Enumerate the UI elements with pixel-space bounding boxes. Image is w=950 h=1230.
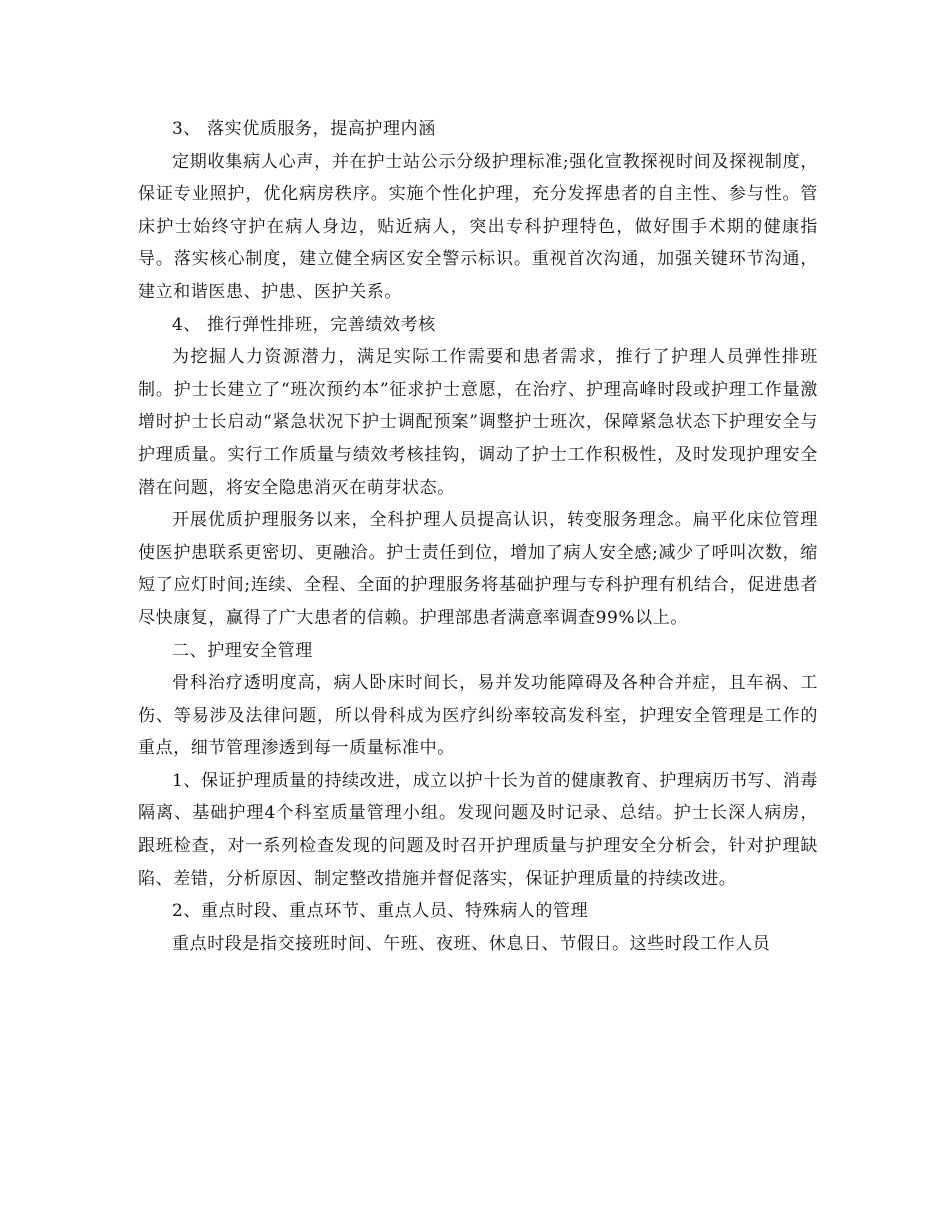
section-heading-3: 3、 落实优质服务，提高护理内涵	[172, 119, 436, 139]
section-heading-key-periods: 2、重点时段、重点环节、重点人员、特殊病人的管理	[172, 901, 589, 922]
paragraph-key-periods: 重点时段是指交接班时间、午班、夜班、休息日、节假日。这些时段工作人员	[172, 933, 771, 954]
paragraph-safety-intro: 骨科治疗透明度高，病人卧床时间长，易并发功能障碍及各种合并症，且车祸、工伤、等易涉及法律问题，所以骨科成为医疗纠纷率较高发科室，护理安全管理是工作的重点，细节管理渗透到每一质量标准中。	[138, 673, 818, 759]
paragraph-quality-improvement: 1、保证护理质量的持续改进，成立以护十长为首的健康教育、护理病历书写、消毒隔离、基础护理4个科室质量管理小组。发现问题及时记录、总结。护士长深人病房，跟班检查，对一系列检查发现的问题及时召开护理质量与护理安全分析会，针对护理缺陷、差错，分析原因、制定整改措施并督促落实，保证护理质量的持续改进。	[138, 770, 818, 889]
paragraph-service-results: 开展优质护理服务以来，全科护理人员提高认识，转变服务理念。扁平化床位管理使医护患联系更密切、更融洽。护士责任到位，增加了病人安全感;减少了呼叫次数，缩短了应灯时间;连续、全程、全面的护理服务将基础护理与专科护理有机结合，促进患者尽快康复，赢得了广大患者的信赖。护理部患者满意率调查99%以上。	[138, 510, 818, 628]
paragraph-flexible-scheduling: 为挖掘人力资源潜力，满足实际工作需要和患者需求，推行了护理人员弹性排班制。护士长建立了“班次预约本”征求护士意愿，在治疗、护理高峰时段或护理工作量激增时护士长启动“紧急状况下护士调配预案”调整护士班次，保障紧急状态下护理安全与护理质量。实行工作质量与绩效考核挂钩，调动了护士工作积极性，及时发现护理安全潜在问题，将安全隐患消灭在萌芽状态。	[138, 347, 818, 498]
section-heading-safety: 二、护理安全管理	[172, 640, 313, 661]
section-heading-4: 4、 推行弹性排班，完善绩效考核	[172, 314, 436, 335]
document-body	[138, 113, 818, 960]
paragraph-quality-service: 定期收集病人心声，并在护士站公示分级护理标准;强化宣教探视时间及探视制度，保证专业照护，优化病房秩序。实施个性化护理，充分发挥患者的自主性、参与性。管床护士始终守护在病人身边，贴近病人，突出专科护理特色，做好围手术期的健康指导。落实核心制度，建立健全病区安全警示标识。重视首次沟通，加强关键环节沟通，建立和谐医患、护患、医护关系。	[138, 151, 818, 302]
